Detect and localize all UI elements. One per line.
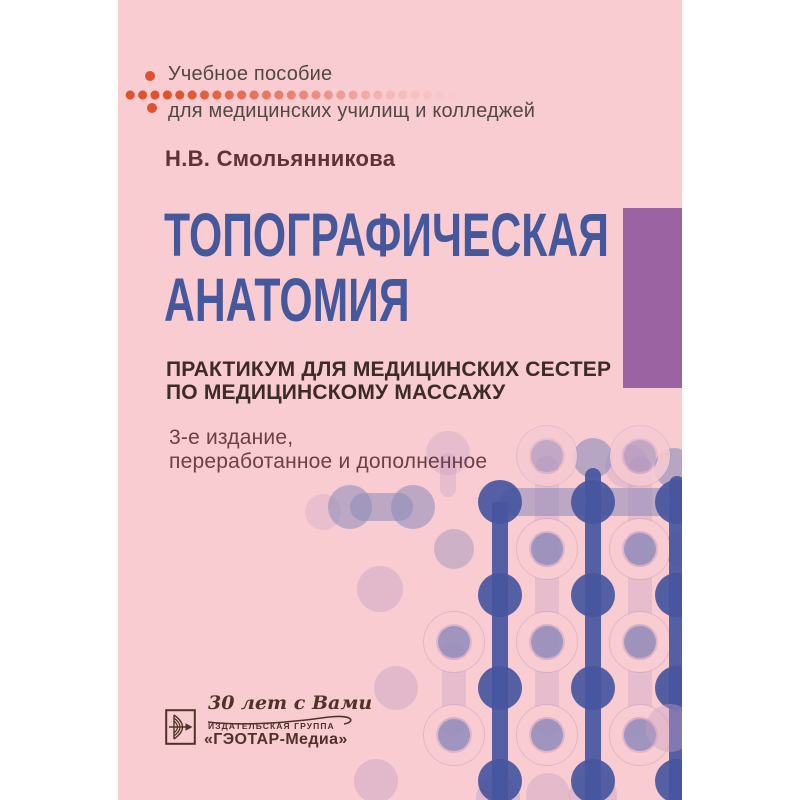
series-line-1: Учебное пособие — [168, 63, 333, 85]
book-title-line-2: АНАТОМИЯ — [164, 266, 410, 334]
publisher-name: «ГЭОТАР-Медиа» — [204, 731, 348, 748]
edition-note — [169, 426, 487, 474]
publisher-anniversary: 30 лет с Вами — [208, 692, 373, 714]
series-line-2: для медицинских училищ и колледжей — [168, 100, 536, 122]
edition-note-line-1: 3-е издание, — [169, 426, 294, 449]
author-name: Н.В. Смольянникова — [165, 146, 396, 171]
book-cover — [118, 0, 682, 800]
publisher-group-label: ИЗДАТЕЛЬСКАЯ ГРУППА — [208, 721, 335, 731]
bow-arrow-icon — [165, 709, 196, 745]
book-subtitle-line-1: ПРАКТИКУМ ДЛЯ МЕДИЦИНСКИХ СЕСТЕР — [166, 358, 612, 381]
edition-note-line-2: переработанное и дополненное — [169, 450, 488, 473]
book-subtitle-line-2: ПО МЕДИЦИНСКОМУ МАССАЖУ — [166, 381, 506, 404]
book-title-line-1: ТОПОГРАФИЧЕСКАЯ — [164, 201, 609, 269]
molecule-pattern — [118, 0, 682, 800]
